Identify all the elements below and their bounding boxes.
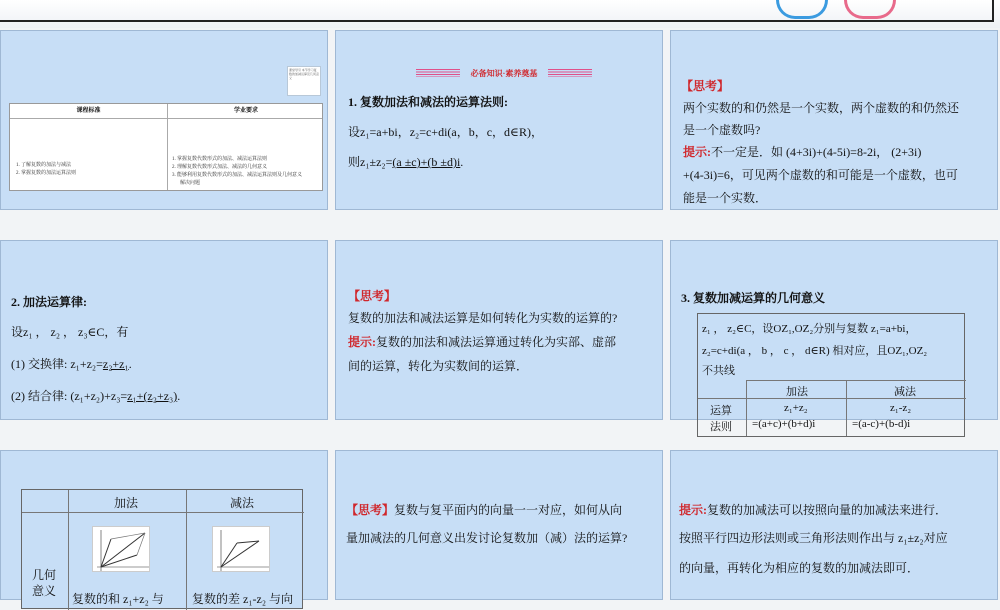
law-answer: z₂+z₁ [102,357,129,371]
banner-stripe-right [548,69,592,77]
think-tag: 【思考】 [348,289,397,303]
formula-prefix: 则z₁±z₂= [348,155,393,169]
table-divider [846,380,847,436]
sticky-note [287,66,321,96]
req-item: 1. 掌握复数代数形式的加法、减法运算法则 [172,157,268,162]
answer-line [348,333,616,350]
law-period: . [128,357,132,371]
row-label: 运算 [710,405,732,417]
hint-label: 提示: [679,503,707,517]
law-prefix: (2) 结合律: (z₁+z₂)+z₃= [11,389,128,403]
addition-vector-diagram [92,526,150,572]
law-answer: z₁+(z₂+z₃) [127,389,178,403]
commutative-law [11,355,132,372]
table-divider [167,104,168,190]
table-divider [10,118,322,119]
answer-line [683,143,921,160]
answer-line: 能是一个实数． [683,191,768,205]
section-banner [416,68,592,78]
answer-line [679,501,947,518]
top-toolbar [0,0,1000,28]
banner-text: 必备知识·素养奠基 [470,69,538,78]
table-intro: z₂=c+di(a ， b ， c ， d∈R) 相对应，且OZ₁,OZ₂ [702,345,928,357]
curriculum-table [9,103,323,191]
geometry-meaning-table [21,489,303,609]
think-tag: 【思考】 [681,79,730,93]
slide-thumbnail-4[interactable] [0,240,328,420]
banner-stripe-left [416,69,460,77]
slide-thumbnail-1[interactable] [0,30,328,210]
add-formula: z₁+z₂ [784,402,808,414]
question-line: 是一个虚数吗? [683,123,761,137]
sub-formula: z₁-z₂ [890,402,912,414]
geometry-table [697,313,965,437]
col-add: 加法 [786,386,808,398]
answer-line: 的向量，再转化为相应的复数的加减法即可． [679,561,920,575]
question-line: 复数的加法和减法运算是如何转化为实数的运算的? [348,311,618,325]
rule-heading: 1. 复数加法和减法的运算法则: [348,95,508,109]
slide-thumbnail-5[interactable] [335,240,663,420]
col-add: 加法 [114,496,139,510]
subtraction-vector-icon [213,527,271,573]
table-divider [698,398,966,399]
answer-text: 不一定是．如 (4+3i)+(4-5i)=8-2i， (2+3i) [711,145,922,159]
table-divider [186,490,187,610]
answer-line: 间的运算，转化为实数间的运算． [348,359,529,373]
rule-formula [348,153,463,170]
answer-line: 按照平行四边形法则或三角形法则作出与 z₁±z₂对应 [679,531,948,545]
associative-law [11,387,180,404]
row-label: 法则 [710,421,732,433]
table-intro: 不共线 [702,365,735,377]
question-line: 量加减法的几何意义出发讨论复数加（减）法的运算? [346,531,628,545]
sticky-note-text: 课堂导引 本节学习复数的加减运算及几何意义 [289,68,320,80]
slide-thumbnail-2[interactable] [335,30,663,210]
hint-label: 提示: [348,335,376,349]
req-item: 3. 能够利用复数代数形式的加法、减法运算法则及几何意义 [172,173,303,178]
slide-thumbnail-9[interactable] [670,450,998,600]
table-intro: z₁ ， z₂∈C，设OZ₁,OZ₂分别与复数 z₁=a+bi， [702,323,917,335]
col-sub: 减法 [230,496,255,510]
answer-line: +(4-3i)=6，可见两个虚数的和可能是一个虚数，也可 [683,168,958,182]
question-line: 两个实数的和仍然是一个实数，两个虚数的和仍然还 [683,101,960,115]
std-item: 2. 掌握复数的加法运算法则 [16,171,77,176]
req-item: 2. 理解复数代数形式加法、减法的几何意义 [172,165,268,170]
row-label: 意义 [32,584,57,598]
add-meaning-text: 复数的和 z₁+z₂ 与 [72,592,164,606]
sub-formula: =(a-c)+(b-d)i [852,418,911,430]
table-divider [746,380,966,381]
slide-thumbnail-8[interactable] [335,450,663,600]
row-label: 几何 [32,568,57,582]
slide-thumbnail-3[interactable] [670,30,998,210]
table-divider [746,380,747,436]
col-sub: 减法 [894,386,916,398]
answer-text: 复数的加法和减法运算通过转化为实部、虚部 [376,335,617,349]
rule-definition: 设z₁=a+bi，z₂=c+di(a，b，c，d∈R)， [348,125,543,139]
question-text: 复数与复平面内的向量一一对应，如何从向 [394,503,623,517]
think-tag: 【思考】 [346,503,395,517]
table-header-standard: 课程标准 [76,108,101,114]
table-header-requirement: 学业要求 [233,108,258,114]
law-heading: 2. 加法运算律: [11,295,87,309]
slide-thumbnail-7[interactable] [0,450,328,606]
law-definition: 设z₁ ， z₂ ， z₃∈C，有 [11,325,129,339]
law-period: . [177,389,181,403]
geometry-heading: 3. 复数加减运算的几何意义 [681,291,826,305]
table-divider [68,490,69,610]
formula-answer: (a ±c)+(b ±d)i [392,155,461,169]
question-line [346,501,622,518]
addition-vector-icon [93,527,151,573]
table-divider [22,512,304,513]
slide-thumbnail-6[interactable] [670,240,998,433]
answer-text: 复数的加减法可以按照向量的加减法来进行． [707,503,948,517]
formula-period: . [460,155,464,169]
law-prefix: (1) 交换律: z₁+z₂= [11,357,103,371]
hint-label: 提示: [683,145,711,159]
add-formula: =(a+c)+(b+d)i [752,418,816,430]
subtraction-vector-diagram [212,526,270,572]
sub-meaning-text: 复数的差 z₁-z₂ 与向 [192,592,294,606]
req-item: 解决问题 [180,181,201,186]
std-item: 1. 了解复数的加法与减法 [16,163,72,168]
